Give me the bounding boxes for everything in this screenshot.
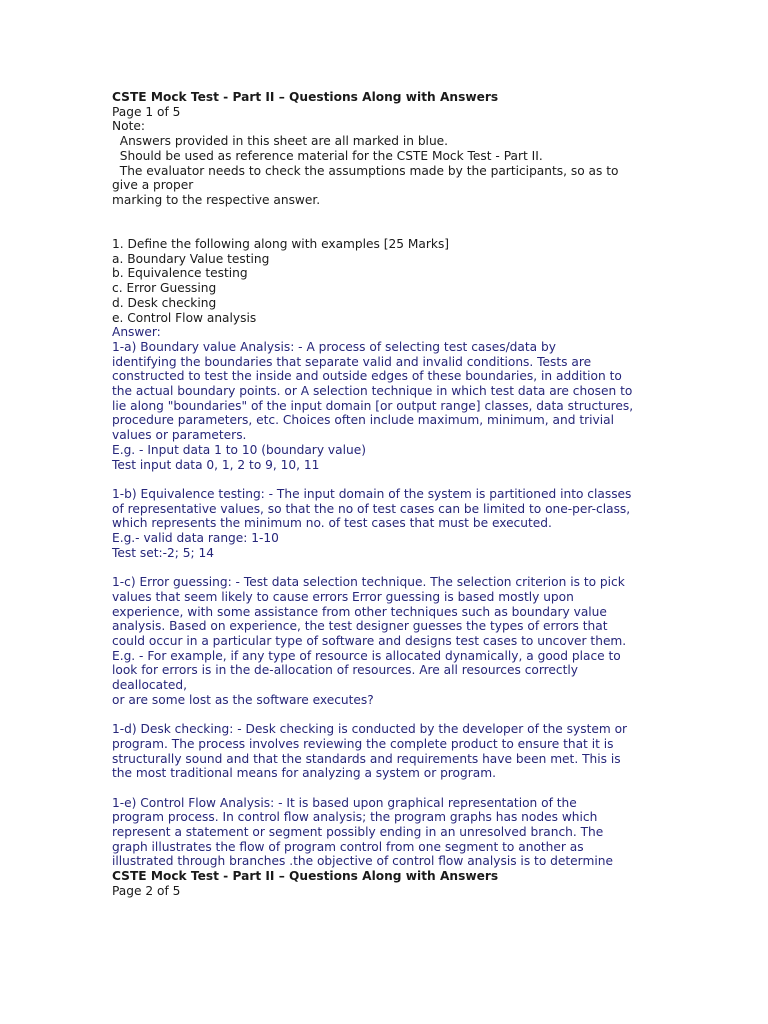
answer-line: structurally sound and that the standards and requirements have been met. This is xyxy=(112,751,621,766)
answer-line: graph illustrates the flow of program control from one segment to another as xyxy=(112,839,584,854)
question-item: d. Desk checking xyxy=(112,295,217,310)
spacer xyxy=(112,781,657,796)
note-heading: Note: xyxy=(112,119,145,134)
answer-line: look for errors is in the de-allocation of resources. Are all resources correctly xyxy=(112,663,578,678)
question-item: e. Control Flow analysis xyxy=(112,310,257,325)
answer-line: procedure parameters, etc. Choices often include maximum, minimum, and trivial xyxy=(112,413,614,428)
notes-block xyxy=(112,134,657,208)
document-page xyxy=(112,90,657,899)
note-line: give a proper xyxy=(112,178,194,193)
note-line: Should be used as reference material for the CSTE Mock Test - Part II. xyxy=(112,148,543,163)
answer-line: illustrated through branches .the objective of control flow analysis is to determine xyxy=(112,854,613,869)
note-line: The evaluator needs to check the assumptions made by the participants, so as to xyxy=(112,163,619,178)
page-number: Page 1 of 5 xyxy=(112,104,181,119)
spacer xyxy=(112,560,657,575)
answer-line: 1-a) Boundary value Analysis: - A process of selecting test cases/data by xyxy=(112,339,556,354)
answer-line: 1-e) Control Flow Analysis: - It is based upon graphical representation of the xyxy=(112,795,577,810)
answer-line: Test set:-2; 5; 14 xyxy=(112,545,214,560)
answer-line: experience, with some assistance from other techniques such as boundary value xyxy=(112,604,607,619)
answer-1b xyxy=(112,487,657,561)
answer-line: or are some lost as the software executes? xyxy=(112,692,374,707)
answer-line: identifying the boundaries that separate valid and invalid conditions. Tests are xyxy=(112,354,592,369)
answer-line: E.g.- valid data range: 1-10 xyxy=(112,531,279,546)
answer-line: values or parameters. xyxy=(112,428,247,443)
answer-1a xyxy=(112,340,657,472)
answer-1c xyxy=(112,575,657,707)
answer-line: the most traditional means for analyzing a system or program. xyxy=(112,766,496,781)
spacer xyxy=(112,208,657,237)
answer-line: values that seem likely to cause errors Error guessing is based mostly upon xyxy=(112,589,574,604)
answer-line: program process. In control flow analysis; the program graphs has nodes which xyxy=(112,810,598,825)
answer-line: E.g. - Input data 1 to 10 (boundary value) xyxy=(112,442,366,457)
answer-line: 1-c) Error guessing: - Test data selection technique. The selection criterion is to pick xyxy=(112,575,625,590)
question-item: a. Boundary Value testing xyxy=(112,251,270,266)
answer-1d xyxy=(112,722,657,781)
answer-line: constructed to test the inside and outside edges of these boundaries, in addition to xyxy=(112,369,622,384)
answer-1e xyxy=(112,796,657,870)
document-title: CSTE Mock Test - Part II – Questions Along with Answers xyxy=(112,90,499,104)
question-prompt: 1. Define the following along with examples [25 Marks] xyxy=(112,237,450,252)
spacer xyxy=(112,707,657,722)
answer-line: of representative values, so that the no of test cases can be limited to one-per-class, xyxy=(112,501,631,516)
answer-block xyxy=(112,325,657,869)
note-line: Answers provided in this sheet are all marked in blue. xyxy=(112,134,449,149)
answer-line: the actual boundary points. or A selection technique in which test data are chosen to xyxy=(112,384,633,399)
answer-line: Test input data 0, 1, 2 to 9, 10, 11 xyxy=(112,457,320,472)
answer-line: lie along "boundaries" of the input domain [or output range] classes, data structures, xyxy=(112,398,634,413)
answer-line: 1-d) Desk checking: - Desk checking is conducted by the developer of the system or xyxy=(112,722,628,737)
page-number-2: Page 2 of 5 xyxy=(112,883,181,898)
spacer xyxy=(112,472,657,487)
question-1 xyxy=(112,237,657,325)
answer-line: represent a statement or segment possibly ending in an unresolved branch. The xyxy=(112,825,604,840)
question-item: b. Equivalence testing xyxy=(112,266,248,281)
question-item: c. Error Guessing xyxy=(112,281,217,296)
answer-line: which represents the minimum no. of test cases that must be executed. xyxy=(112,516,552,531)
answer-line: program. The process involves reviewing the complete product to ensure that it is xyxy=(112,736,614,751)
answer-line: could occur in a particular type of software and designs test cases to uncover them. xyxy=(112,633,627,648)
answer-line: analysis. Based on experience, the test designer guesses the types of errors that xyxy=(112,619,608,634)
document-title-page-2: CSTE Mock Test - Part II – Questions Along with Answers xyxy=(112,869,499,884)
note-line: marking to the respective answer. xyxy=(112,192,321,207)
answer-line: deallocated, xyxy=(112,678,187,693)
answer-line: E.g. - For example, if any type of resource is allocated dynamically, a good place to xyxy=(112,648,621,663)
answer-label: Answer: xyxy=(112,325,161,340)
answer-line: 1-b) Equivalence testing: - The input domain of the system is partitioned into classes xyxy=(112,486,632,501)
